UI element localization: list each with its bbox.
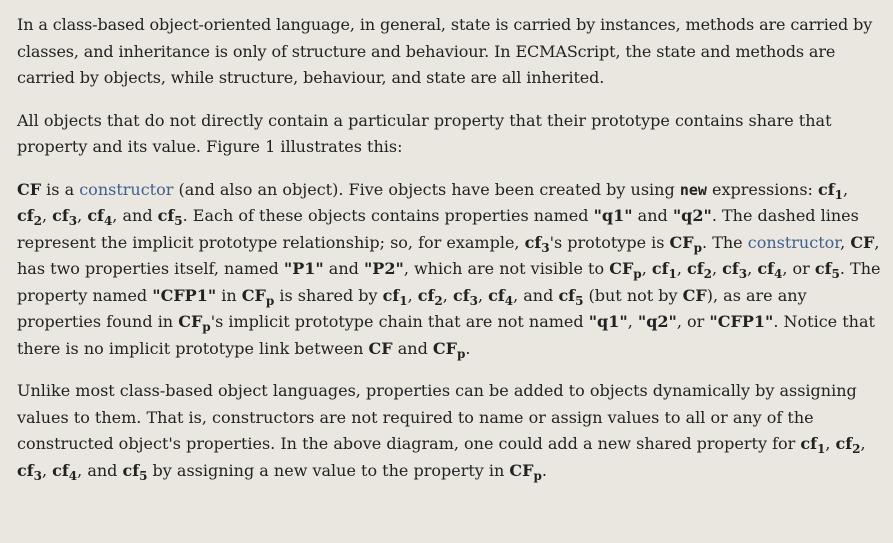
text: Unlike most class-based object languages, properties can be added to objects dynamically by assigning values to them. That is, constructors are not required to name or assign values to all or any of the constructed object's properties. In the above diagram, one could add a new shared property for (17, 381, 857, 453)
text: , (747, 259, 758, 278)
cf-ref: CF (682, 285, 707, 305)
q2-string: "q2" (672, 206, 712, 225)
cf3-ref: $cf_3$ (524, 232, 550, 255)
text: and (632, 206, 673, 225)
text: 's prototype is (549, 232, 670, 252)
text: , which are not visible to (403, 259, 610, 278)
cf2-ref: $cf_2$ (417, 285, 443, 308)
text: (and also an object). Five objects have been created by using (173, 179, 680, 199)
constructor-link[interactable]: constructor (79, 179, 174, 199)
text: , or (676, 312, 710, 331)
cf1-ref: $cf_1$ (651, 259, 677, 281)
spec-text (17, 12, 881, 500)
text: ), as are any properties found in (17, 285, 807, 331)
text: , and (513, 285, 559, 305)
cf-ref: CF (17, 179, 42, 199)
cf-ref: CF (850, 232, 875, 252)
text: . The property named (17, 259, 881, 305)
p1-string: "P1" (283, 259, 324, 278)
text: , (860, 434, 866, 453)
text: and (392, 338, 433, 358)
cf5-ref: $cf_5$ (558, 285, 584, 308)
text: . The dashed lines represent the implicit prototype relationship; so, for example, (17, 206, 859, 252)
cf1-ref: $cf_1$ (382, 285, 408, 308)
cf4-ref: $cf_4$ (87, 206, 113, 228)
text: in (216, 285, 242, 305)
constructor-link[interactable]: constructor (747, 232, 841, 252)
cf5-ref: $cf_5$ (814, 259, 840, 281)
cf3-ref: $cf_3$ (17, 460, 42, 483)
cf5-ref: $cf_5$ (157, 206, 183, 228)
text: , (712, 259, 723, 278)
cfp-ref: $CF_p$ (432, 338, 466, 361)
q1-string: "q1" (593, 206, 633, 225)
paragraph-class-based: In a class-based object-oriented language, in general, state is carried by instances, methods are carried by classes, and inheritance is only of structure and behaviour. In ECMAScript, the state and methods are carried by objects, while structure, behaviour, and state are all inherited. (17, 15, 873, 87)
p2-string: "P2" (363, 259, 404, 278)
cf4-ref: $cf_4$ (488, 285, 514, 308)
text: . Notice that there is no implicit prototype link between (17, 312, 875, 358)
text: expressions: (706, 179, 819, 199)
cf3-ref: $cf_3$ (452, 285, 478, 308)
text: and (323, 259, 364, 278)
cf5-ref: $cf_5$ (122, 460, 148, 483)
cf-ref: CF (368, 338, 393, 358)
text: , (676, 259, 688, 278)
text: , and (77, 460, 123, 480)
text: 's implicit prototype chain that are not named (210, 312, 589, 331)
text: is shared by (274, 285, 383, 305)
cf1-ref: $cf_1$ (800, 434, 826, 456)
paragraph-constructor-example (17, 177, 881, 363)
text: , (41, 206, 53, 225)
cf2-ref: $cf_2$ (17, 206, 42, 228)
cf3-ref: $cf_3$ (52, 206, 78, 228)
new-keyword: new (679, 180, 707, 199)
cfp1-string: "CFP1" (709, 312, 774, 331)
cf4-ref: $cf_4$ (757, 259, 783, 281)
text: , (627, 312, 638, 331)
text: , (843, 179, 849, 199)
text: , or (782, 259, 815, 278)
paragraph-dynamic-properties (17, 378, 881, 484)
text: is a (41, 179, 80, 199)
cf2-ref: $cf_2$ (687, 259, 712, 281)
text: , has two properties itself, named (17, 232, 880, 278)
text: , (825, 434, 836, 453)
text: , (477, 285, 489, 305)
cfp1-string: "CFP1" (152, 285, 217, 305)
text: (but not by (583, 285, 683, 305)
text: by assigning a new value to the property in (147, 460, 510, 480)
paragraph-prototype-sharing: All objects that do not directly contain a particular property that their prototype contains share that property and its value. Figure 1 illustrates this: (17, 110, 832, 156)
text: , (41, 460, 53, 480)
cfp-ref: $CF_p$ (241, 285, 275, 308)
text: , (641, 259, 652, 278)
cfp-ref: $CF_p$ (178, 312, 211, 334)
text: , (407, 285, 418, 305)
text: . (465, 338, 471, 358)
text: . The (702, 232, 748, 252)
cf2-ref: $cf_2$ (835, 434, 861, 456)
q1-string: "q1" (588, 312, 628, 331)
cf1-ref: $cf_1$ (818, 179, 843, 202)
text: . Each of these objects contains properties named (182, 206, 594, 225)
cf3-ref: $cf_3$ (722, 259, 748, 281)
text: , (840, 232, 851, 252)
text: , (442, 285, 453, 305)
cf4-ref: $cf_4$ (52, 460, 78, 483)
cfp-ref: $CF_p$ (669, 232, 703, 255)
text: , and (112, 206, 158, 225)
cfp-ref: $CF_p$ (609, 259, 642, 281)
cfp-ref: $CF_p$ (509, 460, 542, 483)
text: . (541, 460, 547, 480)
text: , (77, 206, 88, 225)
q2-string: "q2" (637, 312, 677, 331)
